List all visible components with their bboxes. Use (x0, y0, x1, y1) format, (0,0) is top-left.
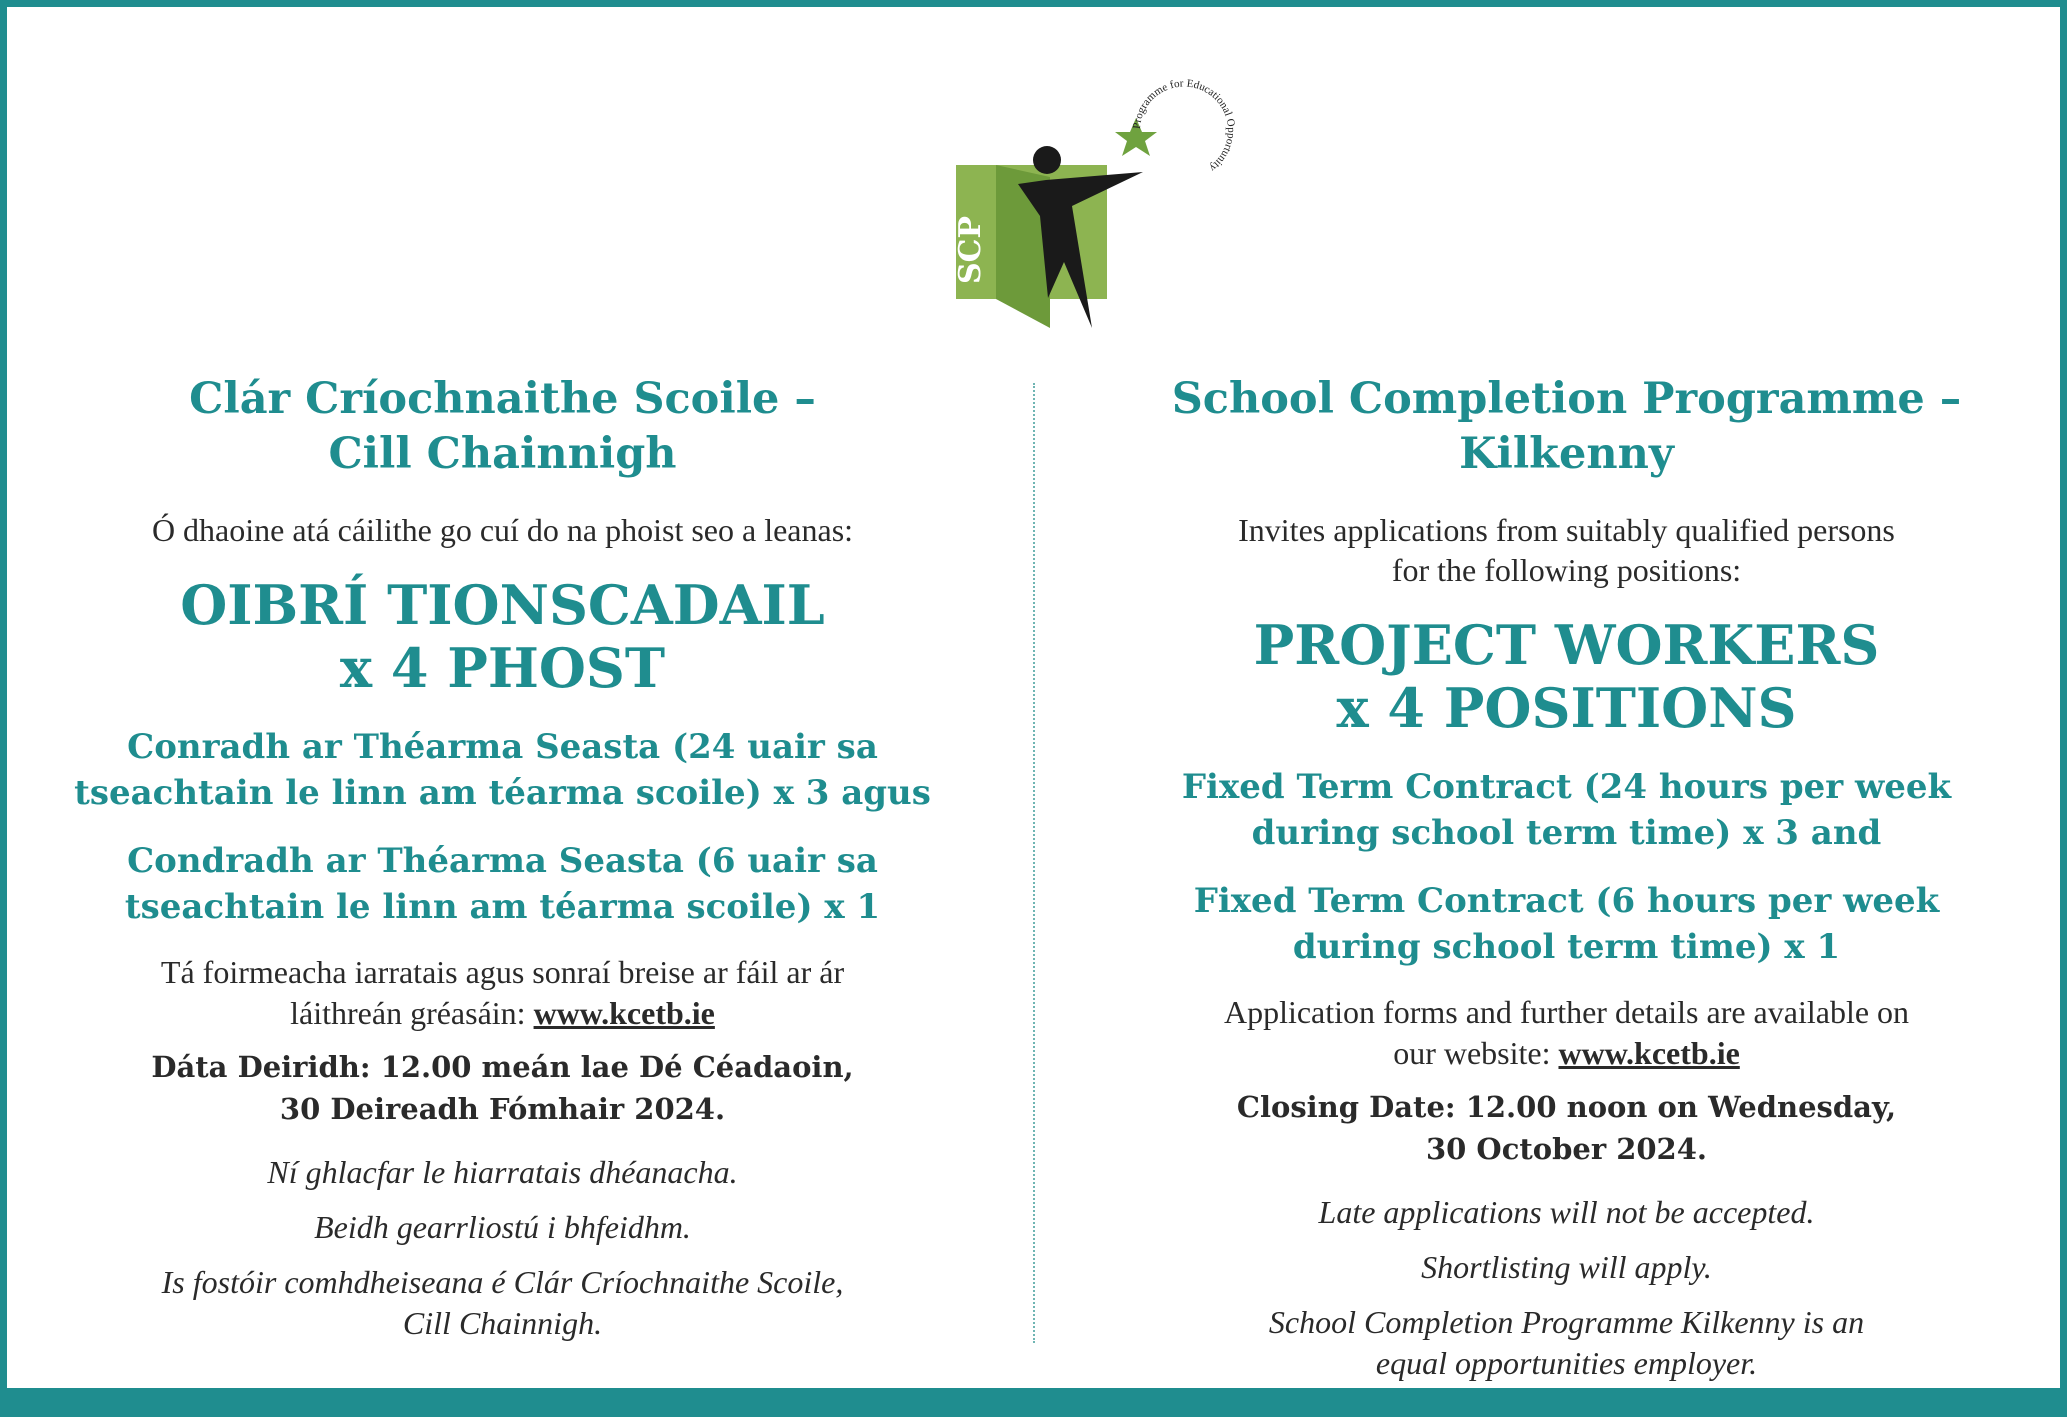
english-post-line-1: PROJECT WORKERS (1253, 613, 1880, 677)
irish-details-line-2: láithreán gréasáin: (290, 995, 534, 1031)
scp-logo (948, 36, 1248, 336)
irish-title (60, 372, 945, 482)
irish-title-line-2: Cill Chainnigh (328, 429, 677, 479)
irish-note-late: Ní ghlacfar le hiarratais dhéanacha. (267, 1154, 738, 1190)
irish-note-shortlist: Beidh gearrliostú i bhfeidhm. (314, 1209, 691, 1245)
english-note-late: Late applications will not be accepted. (1318, 1194, 1815, 1230)
english-note-shortlist: Shortlisting will apply. (1421, 1249, 1712, 1285)
irish-intro: Ó dhaoine atá cáilithe go cuí do na phoist seo a leanas: (151, 512, 854, 548)
english-title (1120, 372, 2013, 482)
irish-contract-2 (60, 838, 945, 930)
irish-closing-line-1: Dáta Deiridh: 12.00 meán lae Dé Céadaoin, (151, 1050, 854, 1084)
irish-closing-line-2: 30 Deireadh Fómhair 2024. (279, 1092, 726, 1126)
logo-figure-head (1033, 146, 1061, 174)
english-intro (1120, 510, 2013, 590)
english-contract-2-line-2: during school term time) x 1 (1292, 927, 1841, 967)
irish-contract-2-line-1: Condradh ar Théarma Seasta (6 uair sa (127, 841, 878, 881)
irish-title-line-1: Clár Críochnaithe Scoile – (189, 374, 816, 424)
english-contract-1-line-1: Fixed Term Contract (24 hours per week (1181, 767, 1952, 807)
english-post-line-2: x 4 POSITIONS (1336, 676, 1797, 740)
english-contract-2-line-1: Fixed Term Contract (6 hours per week (1193, 881, 1940, 921)
english-closing-line-2: 30 October 2024. (1425, 1132, 1708, 1166)
irish-contract-1 (60, 724, 945, 816)
english-intro-line-1: Invites applications from suitably qualified persons (1238, 512, 1895, 548)
irish-note-equal (60, 1262, 945, 1344)
english-closing-date (1120, 1086, 2013, 1170)
english-details-line-1: Application forms and further details are available on (1223, 994, 1910, 1030)
irish-details (60, 952, 945, 1034)
irish-post-heading (60, 574, 945, 700)
column-divider (1033, 383, 1035, 1343)
english-contract-1-line-2: during school term time) x 3 and (1251, 813, 1882, 853)
irish-contract-1-line-1: Conradh ar Théarma Seasta (24 uair sa (127, 727, 878, 767)
logo-initials: SCP (953, 215, 988, 284)
irish-post-line-1: OIBRÍ TIONSCADAIL (180, 573, 825, 637)
english-note-equal-line-1: School Completion Programme Kilkenny is an (1268, 1304, 1865, 1340)
english-column (1120, 372, 2013, 1398)
english-note-equal (1120, 1302, 2013, 1384)
logo-arc-text: Programme for Educational Opportunity (1130, 77, 1238, 175)
english-title-line-1: School Completion Programme – (1171, 374, 1962, 424)
english-details-line-2: our website: (1393, 1035, 1559, 1071)
english-title-line-2: Kilkenny (1459, 429, 1674, 479)
english-intro-line-2: for the following positions: (1391, 552, 1742, 588)
english-contract-2 (1120, 878, 2013, 970)
irish-column (60, 372, 945, 1358)
irish-closing-date (60, 1046, 945, 1130)
irish-post-line-2: x 4 PHOST (339, 636, 666, 700)
irish-note-equal-line-2: Cill Chainnigh. (402, 1305, 603, 1341)
english-details (1120, 992, 2013, 1074)
english-website-link[interactable]: www.kcetb.ie (1558, 1035, 1740, 1071)
english-post-heading (1120, 614, 2013, 740)
irish-contract-2-line-2: tseachtain le linn am téarma scoile) x 1 (124, 887, 881, 927)
english-note-equal-line-2: equal opportunities employer. (1375, 1345, 1758, 1381)
irish-contract-1-line-2: tseachtain le linn am téarma scoile) x 3 agus (74, 773, 931, 813)
irish-details-line-1: Tá foirmeacha iarratais agus sonraí breise ar fáil ar ár (160, 954, 845, 990)
irish-note-equal-line-1: Is fostóir comhdheiseana é Clár Críochnaithe Scoile, (161, 1264, 844, 1300)
irish-website-link[interactable]: www.kcetb.ie (533, 995, 715, 1031)
english-closing-line-1: Closing Date: 12.00 noon on Wednesday, (1236, 1090, 1897, 1124)
english-contract-1 (1120, 764, 2013, 856)
